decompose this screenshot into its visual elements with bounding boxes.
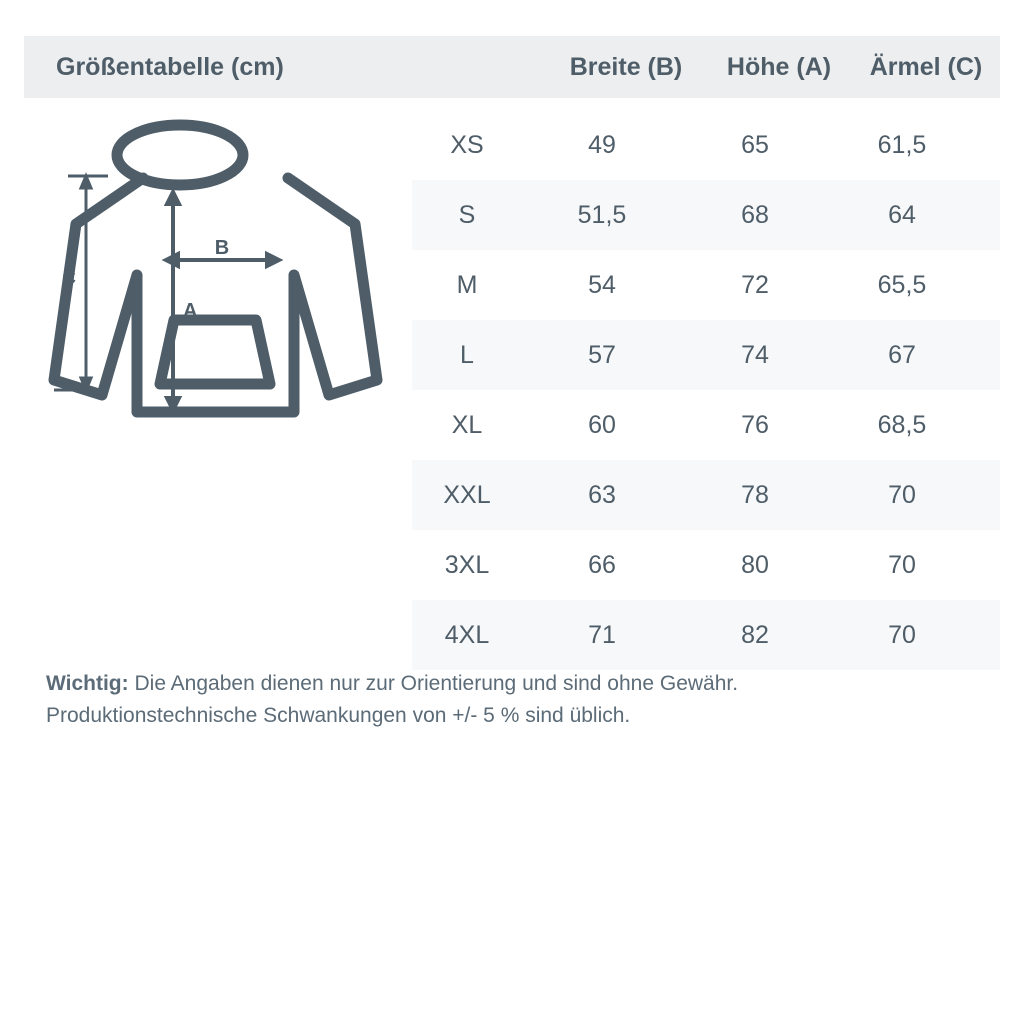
footnote-line1: Die Angaben dienen nur zur Orientierung und sind ohne Gewähr. [134,672,739,695]
page-title: Größentabelle (cm) [56,52,284,81]
table-row [412,180,1000,250]
cell-size: M [456,270,478,299]
cell-sleeve: 68,5 [877,410,927,439]
cell-sleeve: 67 [888,340,916,369]
cell-size: 3XL [444,550,490,579]
cell-height: 80 [741,550,769,579]
size-table [412,110,1000,670]
cell-size: XXL [443,480,491,509]
cell-height: 68 [741,200,769,229]
cell-height: 65 [741,130,769,159]
cell-width: 71 [588,620,616,649]
label-height: A [183,300,198,322]
footnote-line2: Produktionstechnische Schwankungen von +/- 5 % sind üblich. [46,704,631,727]
cell-width: 57 [588,340,616,369]
cell-width: 63 [588,480,616,509]
label-width: B [214,237,230,259]
table-row [412,110,1000,180]
cell-sleeve: 70 [888,620,916,649]
label-sleeve: C [62,268,76,289]
header-col-height: Höhe (A) [726,52,832,81]
table-row [412,390,1000,460]
cell-sleeve: 70 [888,550,916,579]
header-columns [436,53,1000,82]
cell-width: 49 [588,130,616,159]
table-row [412,250,1000,320]
cell-width: 66 [588,550,616,579]
footnote-lead: Wichtig: [46,672,129,695]
table-row [412,530,1000,600]
cell-sleeve: 65,5 [877,270,927,299]
cell-height: 74 [741,340,769,369]
hoodie-diagram [24,112,412,472]
cell-width: 51,5 [577,200,627,229]
table-row [412,460,1000,530]
cell-sleeve: 61,5 [877,130,927,159]
header-col-sleeve: Ärmel (C) [869,52,983,81]
cell-height: 78 [741,480,769,509]
cell-size: XS [450,130,484,159]
table-row [412,600,1000,670]
header-col-size [436,53,546,82]
cell-sleeve: 70 [888,480,916,509]
cell-height: 72 [741,270,769,299]
cell-size: L [460,340,474,369]
cell-width: 54 [588,270,616,299]
cell-sleeve: 64 [888,200,916,229]
cell-size: 4XL [444,620,490,649]
cell-height: 82 [741,620,769,649]
header-col-width: Breite (B) [569,52,683,81]
table-row [412,320,1000,390]
cell-width: 60 [588,410,616,439]
table-header [24,36,1000,98]
cell-height: 76 [741,410,769,439]
cell-size: S [458,200,476,229]
footnote [46,668,996,732]
cell-size: XL [451,410,483,439]
